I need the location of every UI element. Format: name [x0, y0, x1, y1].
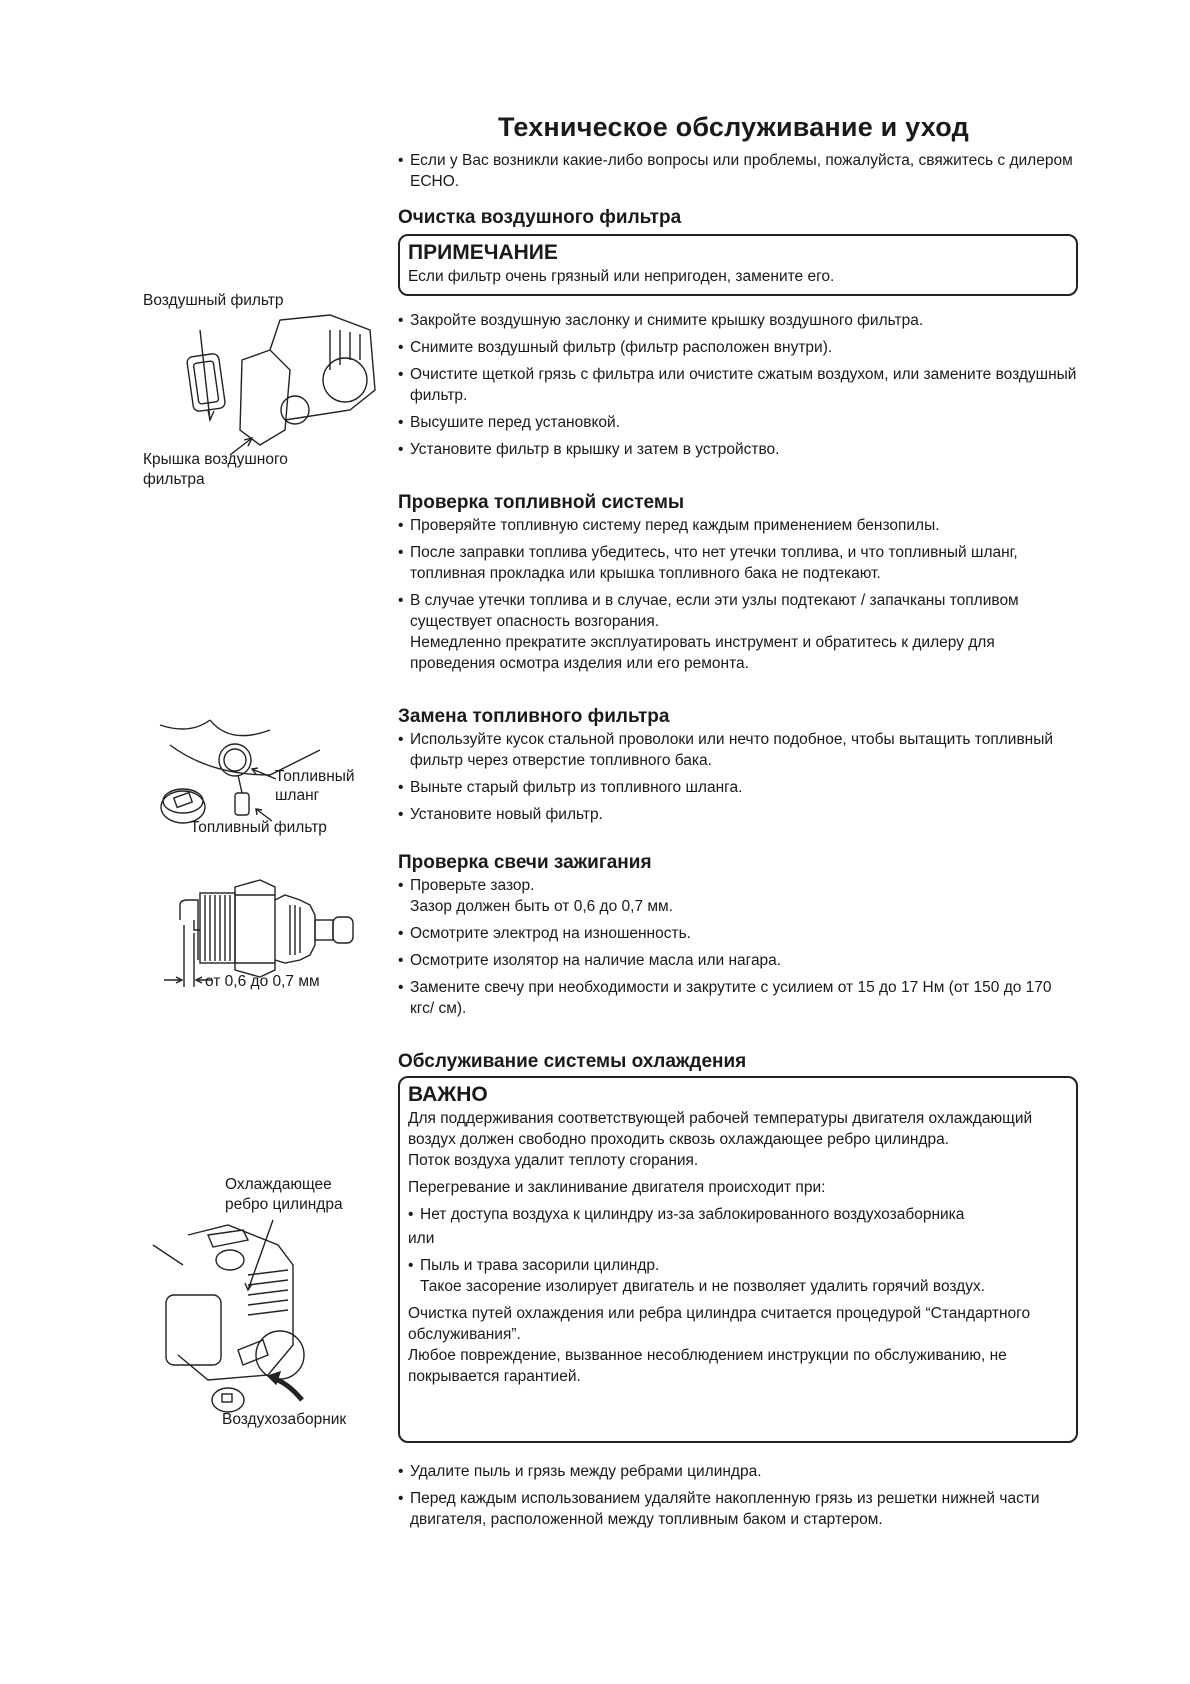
- fuel-system-block: [398, 491, 1078, 674]
- list-item: • Осмотрите изолятор на наличие масла или нагара.: [398, 950, 1078, 971]
- spark-plug-gap-text: Зазор должен быть от 0,6 до 0,7 мм.: [410, 898, 673, 915]
- list-item: • Очистите щеткой грязь с фильтра или очистите сжатым воздухом, или замените воздушный фильтр.: [398, 364, 1078, 406]
- important-text: Любое повреждение, вызванное несоблюдением инструкции по обслуживанию, не покрывается гарантией.: [408, 1347, 1007, 1385]
- important-box: [398, 1076, 1078, 1443]
- list-item: • Перед каждым использованием удаляйте накопленную грязь из решетки нижней части двигателя, расположенной между топливным баком и стартером.: [398, 1488, 1078, 1530]
- note-box: [398, 234, 1078, 296]
- figure-label-fuel-filter: Топливный фильтр: [190, 819, 327, 836]
- list-item: • Закройте воздушную заслонку и снимите крышку воздушного фильтра.: [398, 310, 1078, 331]
- fuel-filter-heading: Замена топливного фильтра: [398, 706, 670, 727]
- spark-plug-block: [398, 851, 1078, 1025]
- air-filter-illustration: [180, 310, 380, 460]
- fuel-system-heading: Проверка топливной системы: [398, 492, 685, 513]
- figure-label-gap: от 0,6 до 0,7 мм: [205, 973, 320, 990]
- cooling-steps: [398, 1461, 1078, 1536]
- list-item: • Установите фильтр в крышку и затем в устройство.: [398, 439, 1078, 460]
- arrow-icon: [248, 765, 278, 785]
- figure-label-cooling-fin-1: Охлаждающее: [225, 1176, 332, 1193]
- figure-label-cooling-fin-2: ребро цилиндра: [225, 1196, 343, 1213]
- list-item: • Удалите пыль и грязь между ребрами цилиндра.: [398, 1461, 1078, 1482]
- figure-label-air-filter-cover: Крышка воздушного фильтра: [143, 451, 288, 488]
- air-filter-heading: Очистка воздушного фильтра: [398, 207, 682, 228]
- list-item: • Высушите перед установкой.: [398, 412, 1078, 433]
- list-item: • Выньте старый фильтр из топливного шланга.: [398, 777, 1078, 798]
- list-item: • Установите новый фильтр.: [398, 804, 1078, 825]
- cooling-heading: Обслуживание системы охлаждения: [398, 1051, 747, 1072]
- air-filter-steps: [398, 310, 1078, 466]
- list-item: • После заправки топлива убедитесь, что нет утечки топлива, и что топливный шланг, топливная прокладка или крышка топливного бака не подтекают.: [398, 542, 1078, 584]
- spark-plug-heading: Проверка свечи зажигания: [398, 852, 652, 873]
- important-text: Для поддерживания соответствующей рабочей температуры двигателя охлаждающий воздух должен свободно проходить сквозь охлаждающее ребро цилиндра.: [408, 1110, 1033, 1148]
- fuel-filter-block: [398, 705, 1078, 831]
- list-item: • Снимите воздушный фильтр (фильтр расположен внутри).: [398, 337, 1078, 358]
- list-item: • Замените свечу при необходимости и закрутите с усилием от 15 до 17 Нм (от 150 до 170 кгс/ см).: [398, 977, 1078, 1019]
- list-item: • Пыль и трава засорили цилиндр.: [408, 1255, 1068, 1276]
- figure-label-air-intake: Воздухозаборник: [222, 1411, 347, 1428]
- list-item: • В случае утечки топлива и в случае, если эти узлы подтекают / запачканы топливом существует опасность возгорания.: [398, 590, 1078, 632]
- important-text: Такое засорение изолирует двигатель и не позволяет удалить горячий воздух.: [420, 1278, 986, 1295]
- important-title: ВАЖНО: [408, 1083, 488, 1106]
- important-text: или: [408, 1230, 435, 1247]
- important-text: Очистка путей охлаждения или ребра цилиндра считается процедурой “Стандартного обслуживания”.: [408, 1305, 1031, 1343]
- figure-label-fuel-hose-1: Топливный: [275, 768, 355, 785]
- fuel-system-continuation: Немедленно прекратите эксплуатировать инструмент и обратитесь к дилеру для проведения осмотра изделия или его ремонта.: [410, 634, 995, 672]
- note-title: ПРИМЕЧАНИЕ: [408, 241, 558, 264]
- arrow-icon: [262, 1370, 307, 1405]
- page-title: Техническое обслуживание и уход: [498, 112, 969, 142]
- list-item: • Используйте кусок стальной проволоки или нечто подобное, чтобы вытащить топливный фильтр через отверстие топливного бака.: [398, 729, 1078, 771]
- important-text: Поток воздуха удалит теплоту сгорания.: [408, 1152, 699, 1169]
- figure-label-fuel-hose-2: шланг: [275, 787, 320, 804]
- figure-label-air-filter: Воздушный фильтр: [143, 292, 284, 309]
- intro-text: • Если у Вас возникли какие-либо вопросы или проблемы, пожалуйста, свяжитесь с дилером ECHO.: [398, 150, 1078, 192]
- list-item: • Проверяйте топливную систему перед каждым применением бензопилы.: [398, 515, 1078, 536]
- list-item: • Нет доступа воздуха к цилиндру из-за заблокированного воздухозаборника: [408, 1204, 1068, 1225]
- air-filter-heading-block: [398, 206, 1078, 230]
- list-item: • Проверьте зазор.: [398, 875, 1078, 896]
- cooling-heading-block: [398, 1050, 1078, 1074]
- important-text: Перегревание и заклинивание двигателя происходит при:: [408, 1179, 826, 1196]
- intro-block: [398, 150, 1078, 198]
- list-item: • Осмотрите электрод на изношенность.: [398, 923, 1078, 944]
- note-text: Если фильтр очень грязный или непригоден, замените его.: [408, 268, 835, 285]
